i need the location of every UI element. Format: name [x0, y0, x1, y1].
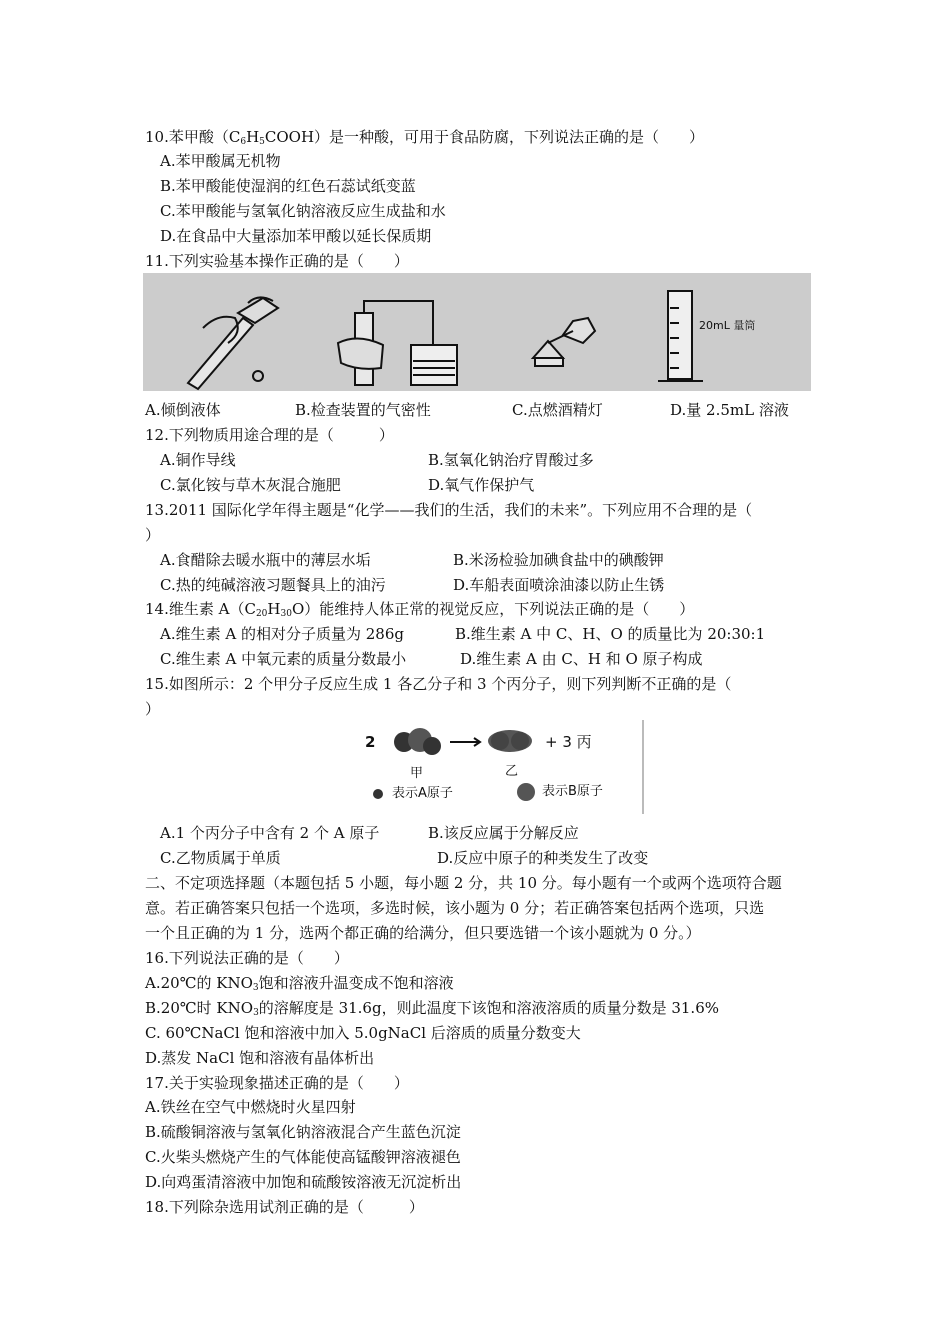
q15-label-yi: 乙 — [505, 764, 519, 779]
q17-option-c[interactable]: C.火柴头燃烧产生的气体能使高锰酸钾溶液褪色 — [145, 1148, 461, 1166]
q10-option-a[interactable]: A.苯甲酸属无机物 — [160, 152, 281, 170]
q16-option-c[interactable]: C. 60℃NaCl 饱和溶液中加入 5.0gNaCl 后溶质的质量分数变大 — [145, 1024, 581, 1042]
q16-stem: 16.下列说法正确的是（ ） — [145, 949, 349, 967]
q12-option-c[interactable]: C.氯化铵与草木灰混合施肥 — [160, 476, 341, 494]
q11-option-b[interactable]: B.检查装置的气密性 — [295, 401, 431, 419]
q10-option-d[interactable]: D.在食品中大量添加苯甲酸以延长保质期 — [160, 227, 432, 245]
q13-option-a[interactable]: A.食醋除去暖水瓶中的薄层水垢 — [160, 551, 371, 569]
q11-option-d[interactable]: D.量 2.5mL 溶液 — [670, 401, 789, 419]
q17-stem: 17.关于实验现象描述正确的是（ ） — [145, 1074, 409, 1092]
q11-lab-figure — [143, 273, 811, 391]
q15-stem-line2: ） — [145, 700, 161, 718]
atom-a-legend-icon — [373, 789, 383, 799]
q15-coefficient: 2 — [365, 733, 376, 751]
q17-option-d[interactable]: D.向鸡蛋清溶液中加饱和硫酸铵溶液无沉淀析出 — [145, 1173, 462, 1191]
q10-option-b[interactable]: B.苯甲酸能使湿润的红色石蕊试纸变蓝 — [160, 177, 416, 195]
q15-option-a[interactable]: A.1 个丙分子中含有 2 个 A 原子 — [160, 824, 380, 842]
q11-option-a[interactable]: A.倾倒液体 — [145, 401, 221, 419]
q13-option-b[interactable]: B.米汤检验加碘食盐中的碘酸钾 — [453, 551, 664, 569]
q15-stem-line1: 15.如图所示：2 个甲分子反应生成 1 各乙分子和 3 个丙分子，则下列判断不正确的是（ — [145, 675, 732, 693]
q14-option-d[interactable]: D.维生素 A 由 C、H 和 O 原子构成 — [460, 650, 703, 668]
reaction-arrow-icon — [450, 738, 480, 746]
q12-option-a[interactable]: A.铜作导线 — [160, 451, 236, 469]
q11-option-c[interactable]: C.点燃酒精灯 — [512, 401, 603, 419]
q18-stem: 18.下列除杂选用试剂正确的是（ ） — [145, 1198, 424, 1216]
cylinder-label: 20mL 量筒 — [699, 319, 756, 332]
q15-plus-bing: + 3 丙 — [545, 733, 592, 751]
q12-option-b[interactable]: B.氢氧化钠治疗胃酸过多 — [428, 451, 594, 469]
q14-option-a[interactable]: A.维生素 A 的相对分子质量为 286g — [160, 625, 404, 643]
q17-option-b[interactable]: B.硫酸铜溶液与氢氧化钠溶液混合产生蓝色沉淀 — [145, 1123, 461, 1141]
q13-stem-line2: ） — [145, 526, 161, 544]
q17-option-a[interactable]: A.铁丝在空气中燃烧时火星四射 — [145, 1098, 356, 1116]
q16-option-b[interactable]: B.20℃时 $KNO_3$的溶解度是 31.6g，则此温度下该饱和溶液溶质的质量分数是 31.6% — [145, 999, 719, 1018]
q13-option-d[interactable]: D.车船表面喷涂油漆以防止生锈 — [453, 576, 665, 594]
q10-option-c[interactable]: C.苯甲酸能与氢氧化钠溶液反应生成盐和水 — [160, 202, 446, 220]
q16-option-a[interactable]: A.20℃的 $KNO_3$饱和溶液升温变成不饱和溶液 — [145, 974, 454, 993]
section2-instructions-line2: 意。若正确答案只包括一个选项，多选时候，该小题为 0 分；若正确答案包括两个选项，只选 — [145, 899, 765, 917]
q13-stem-line1: 13.2011 国际化学年得主题是“化学——我们的生活，我们的未来”。下列应用不合理的是（ — [145, 501, 753, 519]
molecule-yi-drawing — [488, 730, 532, 752]
atom-b-legend-icon — [517, 783, 535, 801]
q16-option-d[interactable]: D.蒸发 NaCl 饱和溶液有晶体析出 — [145, 1049, 375, 1067]
q14-stem: 14.维生素 $A(C_{20}H_{30}O)$能维持人体正常的视觉反应，下列说法正确的是（ ） — [145, 600, 695, 619]
q12-stem: 12.下列物质用途合理的是（ ） — [145, 426, 394, 444]
q15-legend-b: 表示B原子 — [542, 784, 603, 799]
q14-option-b[interactable]: B.维生素 A 中 C、H、O 的质量比为 20:30:1 — [455, 625, 766, 643]
q14-option-c[interactable]: C.维生素 A 中氧元素的质量分数最小 — [160, 650, 407, 668]
q12-option-d[interactable]: D.氧气作保护气 — [428, 476, 535, 494]
q15-option-b[interactable]: B.该反应属于分解反应 — [428, 824, 579, 842]
q15-reaction-figure — [362, 720, 644, 814]
q10-stem: 10.苯甲酸$(C_6H_5COOH)$是一种酸，可用于食品防腐，下列说法正确的是（ ） — [145, 128, 705, 147]
section2-instructions-line3: 一个且正确的为 1 分，选两个都正确的给满分，但只要选错一个该小题就为 0 分。） — [145, 924, 701, 942]
lab-operations-illustration — [143, 273, 811, 391]
q15-legend-a: 表示A原子 — [392, 786, 453, 801]
section2-instructions-line1: 二、不定项选择题（本题包括 5 小题，每小题 2 分，共 10 分。每小题有一个或两个选项符合题 — [145, 874, 782, 892]
q15-option-c[interactable]: C.乙物质属于单质 — [160, 849, 281, 867]
q15-label-jia: 甲 — [410, 766, 424, 781]
molecule-jia-drawing — [394, 728, 441, 755]
q15-option-d[interactable]: D.反应中原子的种类发生了改变 — [437, 849, 649, 867]
q13-option-c[interactable]: C.热的纯碱溶液习题餐具上的油污 — [160, 576, 386, 594]
q11-stem: 11.下列实验基本操作正确的是（ ） — [145, 252, 409, 270]
